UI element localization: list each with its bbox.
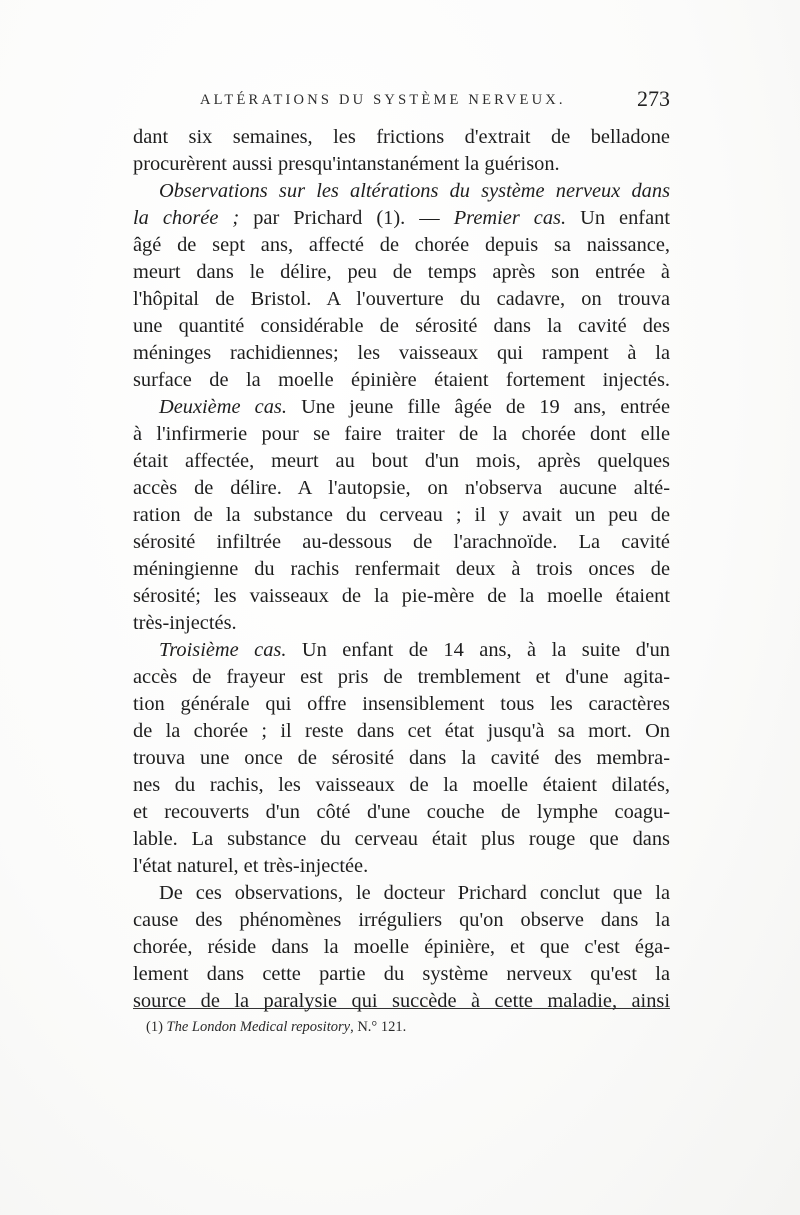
italic-text: Deuxième cas.: [159, 396, 287, 418]
text-line-l20: [133, 637, 670, 664]
text-run: une quantité considérable de sérosité dans la cavité des: [133, 315, 670, 337]
text-run: ration de la substance du cerveau ; il y avait un peu de: [133, 504, 670, 526]
page-header: [200, 86, 670, 116]
text-line-l03: [133, 178, 670, 205]
text-run: nes du rachis, les vaisseaux de la moelle étaient dilatés,: [133, 774, 670, 796]
text-line-l31: [133, 934, 670, 961]
text-run: cause des phénomènes irréguliers qu'on observe dans la: [133, 909, 670, 931]
italic-text: Premier cas.: [453, 207, 567, 229]
italic-text: la chorée ;: [133, 207, 240, 229]
text-run: était affectée, meurt au bout d'un mois, après quelques: [133, 450, 670, 472]
text-line-l22: [133, 691, 670, 718]
text-run: tion générale qui offre insensiblement tous les caractères: [133, 693, 670, 715]
text-line-l02: [133, 151, 670, 178]
text-run: dant six semaines, les frictions d'extrait de belladone: [133, 126, 670, 148]
text-line-l13: [133, 448, 670, 475]
text-line-l27: [133, 826, 670, 853]
text-line-l17: [133, 556, 670, 583]
text-run: lable. La substance du cerveau était plus rouge que dans: [133, 828, 670, 850]
footnote: [146, 1019, 406, 1036]
text-line-l33: [133, 988, 670, 1015]
text-line-l24: [133, 745, 670, 772]
text-line-l16: [133, 529, 670, 556]
text-run: chorée, réside dans la moelle épinière, et que c'est éga-: [133, 936, 670, 958]
text-run: sérosité infiltrée au-dessous de l'arachnoïde. La cavité: [133, 531, 670, 553]
text-run: procurèrent aussi presqu'intanstanément la guérison.: [133, 153, 560, 175]
text-run: accès de frayeur est pris de tremblement et d'une agita-: [133, 666, 670, 688]
footnote-rest: , N.° 121.: [350, 1019, 407, 1035]
text-run: Un enfant de 14 ans, à la suite d'un: [286, 639, 670, 661]
text-line-l08: [133, 313, 670, 340]
footnote-title: The London Medical repository: [166, 1019, 351, 1035]
text-run: Un enfant: [566, 207, 670, 229]
text-line-l14: [133, 475, 670, 502]
text-line-l12: [133, 421, 670, 448]
text-line-l30: [133, 907, 670, 934]
text-run: sérosité; les vaisseaux de la pie-mère de la moelle étaient: [133, 585, 670, 607]
text-line-l29: [133, 880, 670, 907]
text-run: l'état naturel, et très-injectée.: [133, 855, 369, 877]
text-line-l23: [133, 718, 670, 745]
text-run: lement dans cette partie du système nerveux qu'est la: [133, 963, 670, 985]
text-line-l26: [133, 799, 670, 826]
italic-text: Observations sur les altérations du système nerveux dans: [159, 180, 670, 202]
text-run: l'hôpital de Bristol. A l'ouverture du cadavre, on trouva: [133, 288, 670, 310]
text-line-l25: [133, 772, 670, 799]
text-run: meurt dans le délire, peu de temps après son entrée à: [133, 261, 670, 283]
text-line-l21: [133, 664, 670, 691]
text-run: de la chorée ; il reste dans cet état jusqu'à sa mort. On: [133, 720, 670, 742]
text-line-l09: [133, 340, 670, 367]
text-run: très-injectés.: [133, 612, 237, 634]
text-run: méninges rachidiennes; les vaisseaux qui rampent à la: [133, 342, 670, 364]
text-run: De ces observations, le docteur Prichard conclut que la: [159, 882, 670, 904]
footnote-rule: [133, 1008, 670, 1009]
text-run: âgé de sept ans, affecté de chorée depuis sa naissance,: [133, 234, 670, 256]
text-line-l15: [133, 502, 670, 529]
text-line-l05: [133, 232, 670, 259]
text-run: Une jeune fille âgée de 19 ans, entrée: [286, 396, 671, 418]
text-line-l19: [133, 610, 670, 637]
text-line-l04: [133, 205, 670, 232]
text-run: par Prichard (1). —: [239, 207, 454, 229]
text-line-l01: [133, 124, 670, 151]
text-run: surface de la moelle épinière étaient fortement injectés.: [133, 369, 670, 391]
body-text: [133, 124, 670, 1015]
text-run: méningienne du rachis renfermait deux à trois onces de: [133, 558, 670, 580]
text-run: trouva une once de sérosité dans la cavité des membra-: [133, 747, 670, 769]
text-run: à l'infirmerie pour se faire traiter de la chorée dont elle: [133, 423, 670, 445]
text-line-l28: [133, 853, 670, 880]
text-run: et recouverts d'un côté d'une couche de lymphe coagu-: [133, 801, 670, 823]
text-run: source de la paralysie qui succède à cette maladie, ainsi: [133, 990, 670, 1012]
text-line-l11: [133, 394, 670, 421]
running-head: ALTÉRATIONS DU SYSTÈME NERVEUX.: [200, 92, 566, 108]
text-line-l06: [133, 259, 670, 286]
text-line-l07: [133, 286, 670, 313]
text-line-l10: [133, 367, 670, 394]
italic-text: Troisième cas.: [159, 639, 287, 661]
footnote-marker: (1): [146, 1019, 167, 1035]
text-line-l18: [133, 583, 670, 610]
text-run: accès de délire. A l'autopsie, on n'observa aucune alté-: [133, 477, 670, 499]
page-number: 273: [637, 86, 670, 111]
text-line-l32: [133, 961, 670, 988]
